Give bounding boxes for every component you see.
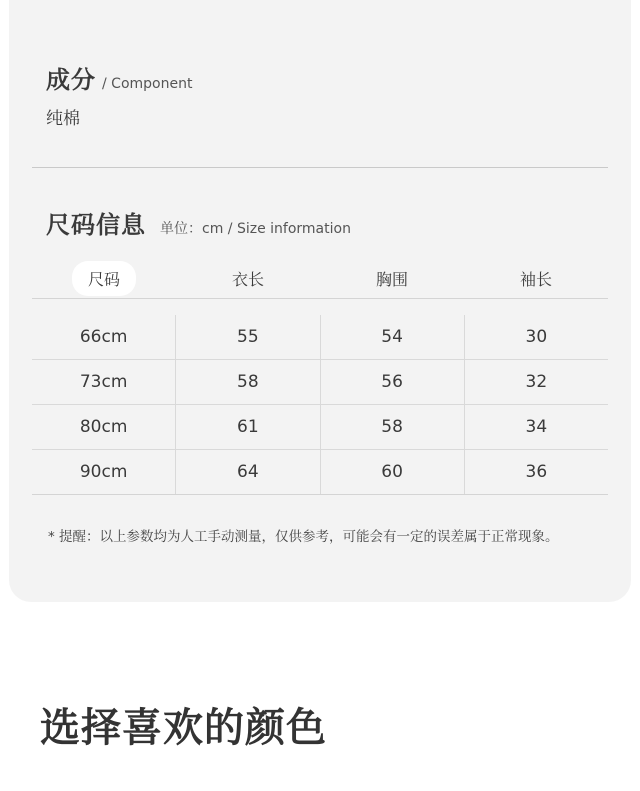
component-title: 成分: [46, 66, 96, 94]
cell-length: 55: [175, 315, 319, 359]
size-table: [32, 258, 608, 495]
section-divider: [32, 167, 608, 168]
cell-sleeve: 32: [464, 360, 608, 404]
measurement-note: * 提醒：以上参数均为人工手动测量，仅供参考，可能会有一定的误差属于正常现象。: [48, 529, 559, 545]
size-info-heading: [46, 205, 351, 240]
size-info-title: 尺码信息: [46, 211, 146, 239]
component-subtitle: / Component: [102, 76, 193, 92]
component-heading: [46, 60, 192, 95]
header-size: [32, 261, 176, 296]
cell-chest: 60: [320, 450, 464, 494]
cell-length: 61: [175, 405, 319, 449]
cell-sleeve: 34: [464, 405, 608, 449]
color-section-title: 选择喜欢的颜色: [40, 705, 327, 751]
table-row: [32, 450, 608, 495]
table-body: [32, 315, 608, 495]
cell-size: 73cm: [79, 372, 128, 392]
info-card: [9, 0, 631, 602]
header-chest: 胸围: [375, 269, 408, 289]
header-length: 衣长: [231, 269, 264, 289]
cell-chest: 58: [320, 405, 464, 449]
cell-length: 58: [175, 360, 319, 404]
table-row: [32, 315, 608, 360]
cell-chest: 54: [320, 315, 464, 359]
cell-sleeve: 36: [464, 450, 608, 494]
cell-chest: 56: [320, 360, 464, 404]
component-value: 纯棉: [46, 109, 80, 129]
cell-size: 66cm: [79, 327, 128, 347]
table-row: [32, 360, 608, 405]
cell-length: 64: [175, 450, 319, 494]
cell-size: 80cm: [79, 417, 128, 437]
size-info-subtitle: 单位：cm / Size information: [160, 221, 351, 237]
table-header-row: [32, 258, 608, 299]
cell-sleeve: 30: [464, 315, 608, 359]
cell-size: 90cm: [79, 462, 128, 482]
header-size-label: 尺码: [72, 261, 136, 296]
header-sleeve: 袖长: [519, 269, 552, 289]
table-row: [32, 405, 608, 450]
